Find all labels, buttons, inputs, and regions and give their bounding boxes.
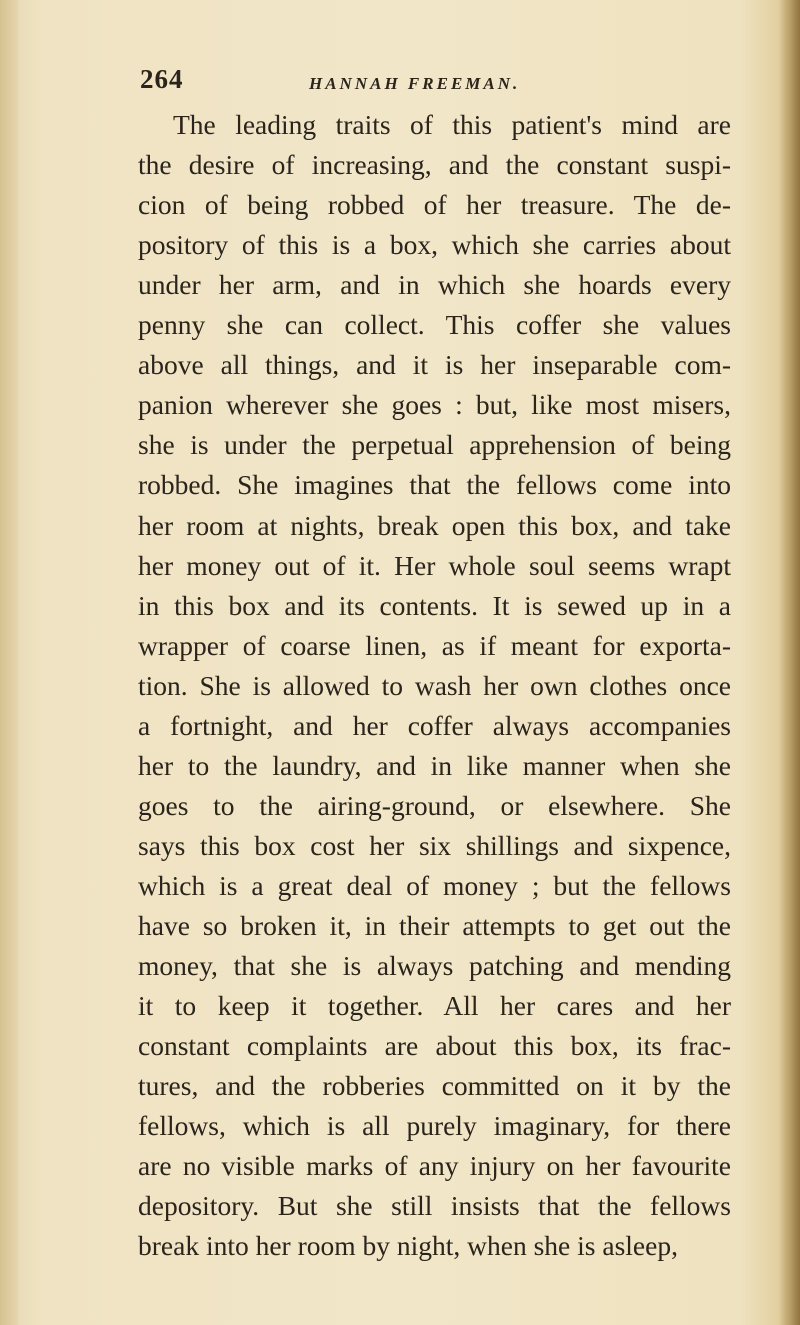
text-line: tures, and the robberies committed on it by the (138, 1070, 731, 1102)
text-line: are no visible marks of any injury on her favourite (138, 1150, 731, 1182)
page-number: 264 (140, 64, 184, 94)
text-line: which is a great deal of money ; but the fellows (138, 869, 731, 901)
text-line: her money out of it. Her whole soul seems wrapt (138, 549, 731, 581)
text-line: a fortnight, and her coffer always accompanies (138, 709, 731, 741)
text-line: depository. But she still insists that the fellows (138, 1190, 731, 1222)
text-line: goes to the airing-ground, or elsewhere. She (138, 789, 731, 821)
page-right-edge-shadow (778, 0, 800, 1325)
text-line: cion of being robbed of her treasure. The de- (138, 189, 731, 221)
text-line: it to keep it together. All her cares and her (138, 990, 731, 1022)
text-line: constant complaints are about this box, its frac- (138, 1030, 731, 1062)
text-line: above all things, and it is her inseparable com- (138, 349, 731, 381)
running-head: HANNAH FREEMAN. (309, 74, 521, 93)
text-line: robbed. She imagines that the fellows come into (138, 469, 731, 501)
text-line: fellows, which is all purely imaginary, for there (138, 1110, 731, 1142)
text-line: tion. She is allowed to wash her own clothes once (138, 669, 731, 701)
text-line: she is under the perpetual apprehension of being (138, 429, 731, 461)
text-line: panion wherever she goes : but, like most misers, (138, 389, 731, 421)
text-line: the desire of increasing, and the constant suspi- (138, 149, 731, 181)
text-line: says this box cost her six shillings and sixpence, (138, 829, 731, 861)
text-line: her to the laundry, and in like manner when she (138, 749, 731, 781)
text-line: pository of this is a box, which she carries about (138, 229, 731, 261)
text-line: wrapper of coarse linen, as if meant for exporta- (138, 629, 731, 661)
page-left-gutter (0, 0, 18, 1325)
text-line: under her arm, and in which she hoards every (138, 269, 731, 301)
text-line: in this box and its contents. It is sewed up in a (138, 589, 731, 621)
text-line: The leading traits of this patient's mind are (173, 109, 731, 140)
text-line: break into her room by night, when she is asleep, (138, 1230, 678, 1262)
text-line: penny she can collect. This coffer she values (138, 309, 731, 341)
text-line: money, that she is always patching and mending (138, 950, 731, 982)
page-header (140, 64, 610, 104)
text-line: have so broken it, in their attempts to get out the (138, 910, 731, 941)
text-line: her room at nights, break open this box, and take (138, 509, 731, 541)
